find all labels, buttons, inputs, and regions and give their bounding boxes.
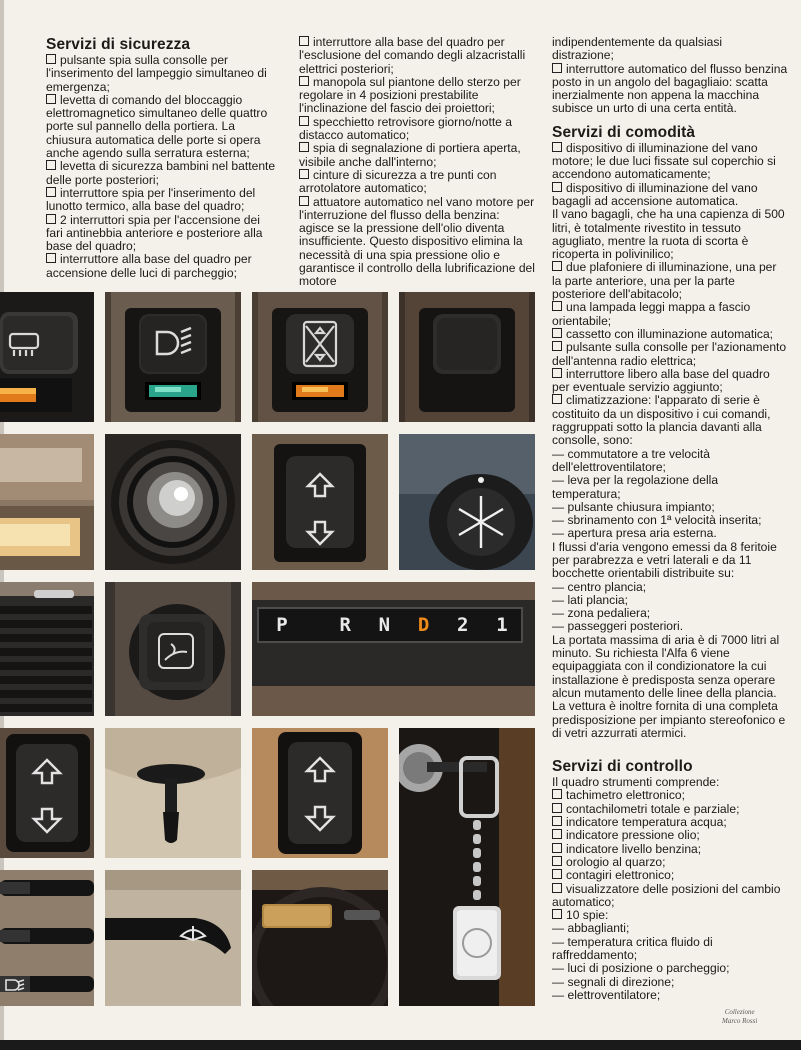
checkbox-icon	[552, 301, 562, 311]
list-item: interruttore alla base del quadro per accensione delle luci di parcheggio;	[46, 252, 252, 280]
list-item: cinture di sicurezza a tre punti con arrotolatore automatico;	[299, 167, 497, 196]
checkbox-icon	[552, 142, 562, 152]
list-item: una lampada leggi mappa a fascio orientabile;	[552, 300, 751, 328]
photo-map-lamp	[105, 434, 241, 570]
dash-item: — sbrinamento con 1ª velocità inserita;	[552, 513, 762, 528]
list-item: 2 interruttori spia per l'accensione dei fari antinebbia anteriore e posteriore alla base del quadro;	[46, 212, 263, 254]
dash-item: — zona pedaliera;	[552, 606, 651, 621]
photo-antenna-switch	[252, 434, 388, 570]
dash-item: — passeggeri posteriori.	[552, 619, 684, 634]
list-item: spia di segnalazione di portiera aperta, visibile anche dall'interno;	[299, 141, 521, 169]
spie-dash-list	[552, 922, 788, 1002]
gear-2: 2	[457, 614, 469, 636]
checkbox-icon	[552, 816, 562, 826]
gear-r: R	[339, 614, 351, 636]
list-item: due plafoniere di illuminazione, una per la parte anteriore, una per la parte posteriore dell'abitacolo;	[552, 260, 777, 302]
list-item: tachimetro elettronico;	[552, 789, 788, 802]
photo-air-vent	[0, 582, 94, 716]
list-item: pulsante sulla consolle per l'azionamento dell'antenna radio elettrica;	[552, 340, 787, 368]
paragraph-bagagli: Il vano bagagli, che ha una capienza di 500 litri, è totalmente rivestito in tessuto agugliato, mentre la ruota di scorta è ricoperta in polivinilico;	[552, 207, 785, 262]
list-item: attuatore automatico nel vano motore per l'interruzione del flusso della benzina: agisce se la pressione dell'olio diventa insufficiente. Questo dispositivo elimina la necessità di una spia pressione olio e garantisce il controllo della lubrificazione del motore	[299, 194, 535, 289]
dash-item: — apertura presa aria esterna.	[552, 526, 717, 541]
sicurezza-list	[46, 54, 278, 280]
checkbox-icon	[552, 856, 562, 866]
list-item: visualizzatore delle posizioni del cambio automatico;	[552, 881, 781, 909]
checkbox-icon	[46, 160, 56, 170]
list-item: pulsante spia sulla consolle per l'inserimento del lampeggio simultaneo di emergenza;	[46, 53, 267, 94]
dash-item: — centro plancia;	[552, 579, 647, 594]
photo-ignition-key	[399, 728, 535, 1006]
list-item: 10 spie:	[552, 909, 788, 922]
checkbox-icon	[552, 803, 562, 813]
dash-item: — lati plancia;	[552, 592, 628, 607]
sicurezza-list-cont	[299, 36, 535, 289]
comodita-list	[552, 142, 788, 208]
checkbox-icon	[552, 394, 562, 404]
list-item: contagiri elettronico;	[552, 869, 788, 882]
photo-climate-knob	[399, 434, 535, 570]
checkbox-icon	[552, 829, 562, 839]
checkbox-icon	[552, 341, 562, 351]
comodita-list-2	[552, 261, 788, 447]
checkbox-icon	[552, 182, 562, 192]
photo-window-switch-left	[0, 728, 94, 858]
list-item: contachilometri totale e parziale;	[552, 803, 788, 816]
checkbox-icon	[552, 869, 562, 879]
photo-dashboard-wood	[252, 870, 388, 1006]
list-item: levetta di sicurezza bambini nel battente delle porte posteriori;	[46, 159, 276, 187]
list-item: climatizzazione: l'apparato di serie è costituito da un dispositivo i cui comandi, raggruppati sotto la plancia davanti alla consolle, sono:	[552, 393, 771, 448]
list-item: interruttore alla base del quadro per l'esclusione del comando degli alzacristalli elettrici posteriori;	[299, 35, 526, 76]
dash-item: — temperatura critica fluido di raffreddamento;	[552, 934, 713, 962]
checkbox-icon	[46, 214, 56, 224]
checkbox-icon	[46, 54, 56, 64]
column-1	[46, 36, 278, 280]
dash-item: — luci di posizione o parcheggio;	[552, 961, 730, 976]
list-item: indicatore temperatura acqua;	[552, 816, 788, 829]
list-item: specchietto retrovisore giorno/notte a distacco automatico;	[299, 114, 512, 143]
gear-n: N	[378, 614, 391, 636]
list-item: interruttore libero alla base del quadro per eventuale servizio aggiunto;	[552, 366, 770, 395]
checkbox-icon	[552, 63, 562, 73]
paragraph-portata: La portata massima di aria è di 7000 litri al minuto. Su richiesta l'Alfa 6 viene equipaggiata con il condizionatore la cui installazione è predisposta senza operare alcun mutamento delle linee della plancia. La vettura è inoltre fornita di una completa predisposizione per impianto stereofonico e di vetri azzurrati atermici.	[552, 632, 786, 740]
checkbox-icon	[552, 368, 562, 378]
dash-item: — segnali di direzione;	[552, 974, 675, 989]
photo-rear-defrost-switch	[0, 292, 94, 422]
photo-wiper-lever	[105, 870, 241, 1006]
list-item: cassetto con illuminazione automatica;	[552, 328, 788, 341]
checkbox-icon	[299, 76, 309, 86]
text-line: indipendentemente da qualsiasi	[552, 35, 723, 49]
collection-watermark: Collezione Marco Rossi	[722, 1008, 758, 1025]
list-item: dispositivo di illuminazione del vano bagagli ad accensione automatica.	[552, 180, 758, 208]
checkbox-icon	[552, 909, 562, 919]
checkbox-icon	[299, 196, 309, 206]
checkbox-icon	[552, 789, 562, 799]
list-item: interruttore automatico del flusso benzina posto in un angolo del bagagliaio: scatta inerzialmente non appena la macchina subisce un urto di una certa entità.	[552, 61, 788, 116]
photo-fog-light-switch	[105, 292, 241, 422]
flussi-dash-list	[552, 581, 788, 634]
checkbox-icon	[552, 261, 562, 271]
photo-window-switch-right	[252, 728, 388, 858]
checkbox-icon	[46, 253, 56, 263]
photo-cigarette-lighter	[105, 582, 241, 716]
checkbox-icon	[299, 116, 309, 126]
checkbox-icon	[46, 94, 56, 104]
photo-headlight-adjust-knob	[105, 728, 241, 858]
clima-dash-list	[552, 448, 788, 541]
section-title-controllo: Servizi di controllo	[552, 758, 693, 776]
paragraph-control-intro: Il quadro strumenti comprende:	[552, 775, 720, 790]
dash-item: — pulsante chiusura impianto;	[552, 499, 715, 514]
text-line: distrazione;	[552, 48, 614, 63]
checkbox-icon	[552, 328, 562, 338]
section-title-comodita: Servizi di comodità	[552, 123, 696, 141]
controllo-list	[552, 789, 788, 922]
list-item: indicatore pressione olio;	[552, 829, 788, 842]
photo-window-lock-switch	[252, 292, 388, 422]
photo-courtesy-lamp	[0, 434, 94, 570]
checkbox-icon	[46, 187, 56, 197]
gear-p: P	[276, 614, 288, 636]
photo-blank-switch	[399, 292, 535, 422]
list-item: dispositivo di illuminazione del vano motore; le due luci fissate sul coperchio si accendono automaticamente;	[552, 140, 776, 182]
dash-item: — leva per la regolazione della temperatura;	[552, 473, 719, 501]
photo-gear-indicator	[252, 582, 535, 716]
column-3	[552, 36, 788, 1002]
list-item: indicatore livello benzina;	[552, 843, 788, 856]
list-item: orologio al quarzo;	[552, 856, 788, 869]
gear-1: 1	[496, 614, 508, 636]
checkbox-icon	[299, 169, 309, 179]
list-item: interruttore spia per l'inserimento del lunotto termico, alla base del quadro;	[46, 185, 256, 214]
gear-d: D	[417, 614, 430, 636]
checkbox-icon	[552, 883, 562, 893]
dash-item: — elettroventilatore;	[552, 987, 661, 1002]
paragraph-flussi: I flussi d'aria vengono emessi da 8 feritoie per parabrezza e vetri laterali e da 11 bocchette orientabili distribuite su:	[552, 539, 777, 581]
checkbox-icon	[299, 36, 309, 46]
list-item: manopola sul piantone dello sterzo per regolare in 4 posizioni prestabilite l'inclinazione del fascio dei proiettori;	[299, 74, 521, 116]
dash-item: — commutatore a tre velocità dell'elettroventilatore;	[552, 446, 710, 474]
section-title-sicurezza: Servizi di sicurezza	[46, 36, 191, 53]
column-2	[299, 36, 535, 289]
checkbox-icon	[299, 142, 309, 152]
list-item: levetta di comando del bloccaggio elettromagnetico simultaneo delle quattro porte sul pannello della portiera. La chiusura automatica delle porte si opera anche agendo sulla serratura esterna;	[46, 92, 268, 161]
checkbox-icon	[552, 843, 562, 853]
photo-stalk-levers	[0, 870, 94, 1006]
dash-item: — abbaglianti;	[552, 921, 630, 936]
gear-letters	[272, 608, 512, 642]
page-bottom-edge	[0, 1040, 801, 1050]
